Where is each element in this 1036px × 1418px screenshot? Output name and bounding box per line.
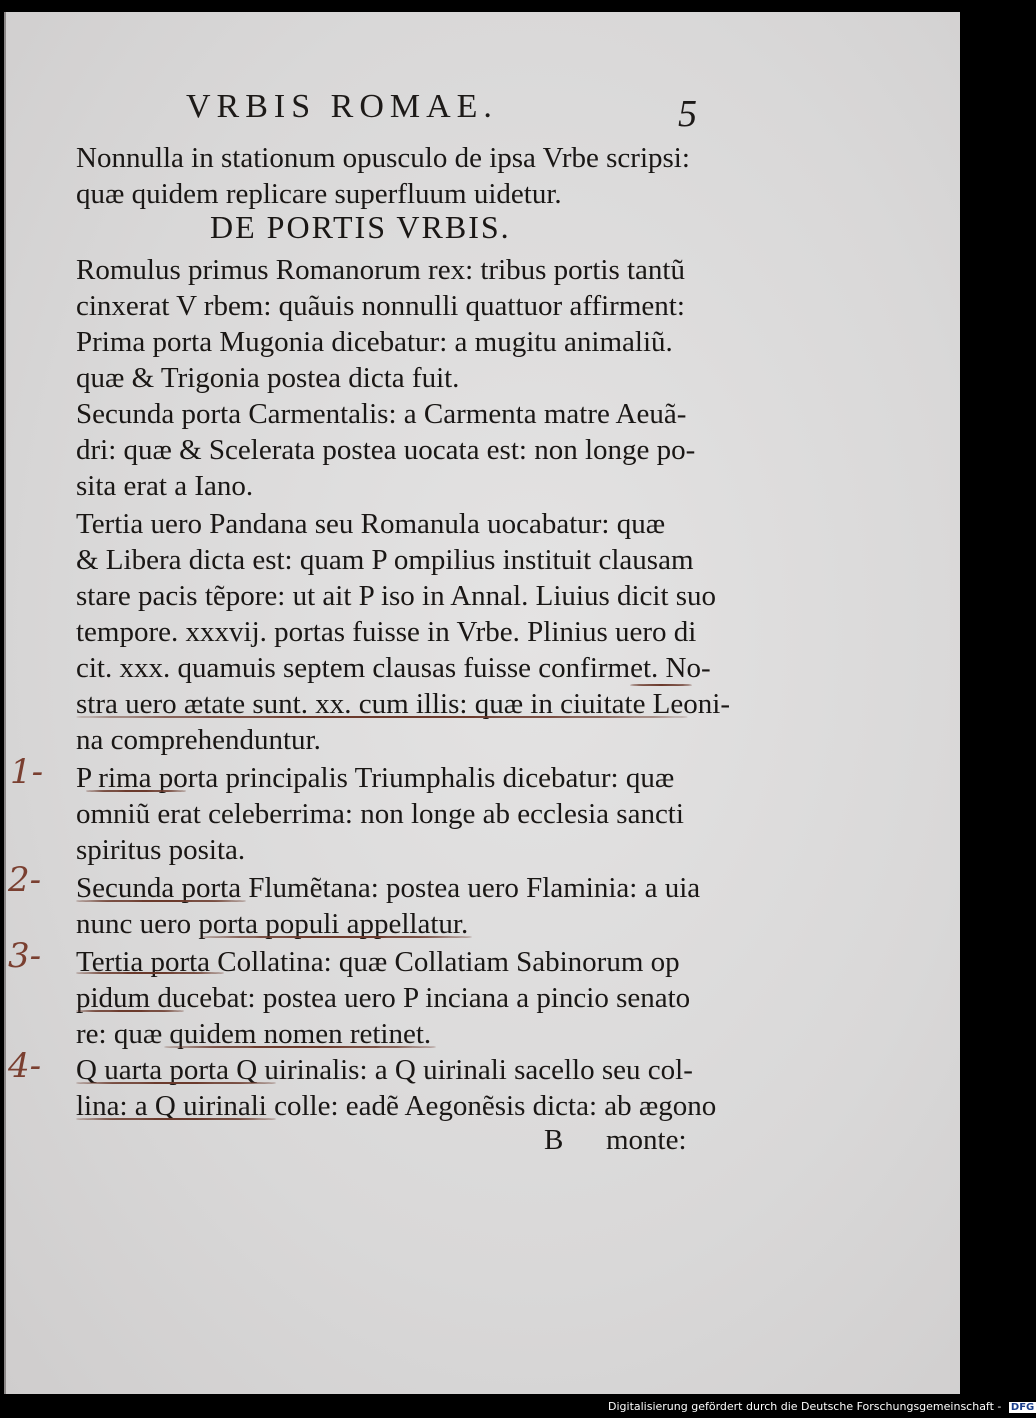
running-head: VRBIS ROMAE.	[186, 88, 498, 125]
text-line: na comprehenduntur.	[76, 724, 321, 756]
text-line: Secunda porta Carmentalis: a Carmenta matre Aeuã-	[76, 398, 687, 430]
text-line: Q uarta porta Q uirinalis: a Q uirinali sacello seu col-	[76, 1054, 693, 1086]
margin-note: 2-	[8, 860, 42, 900]
text-line: spiritus posita.	[76, 834, 246, 866]
text-line: Tertia uero Pandana seu Romanula uocabatur: quæ	[76, 508, 666, 540]
handwritten-underline	[76, 1118, 276, 1120]
text-line: Tertia porta Collatina: quæ Collatiam Sabinorum op	[76, 946, 680, 978]
text-line: tempore. xxxvij. portas fuisse in Vrbe. Plinius uero di	[76, 616, 697, 648]
handwritten-underline	[630, 684, 692, 686]
text-line: cit. xxx. quamuis septem clausas fuisse confirmet. No-	[76, 652, 711, 684]
handwritten-underline	[76, 716, 688, 718]
handwritten-underline	[76, 1082, 276, 1084]
handwritten-underline	[76, 972, 224, 974]
handwritten-underline	[200, 936, 472, 938]
text-line: Romulus primus Romanorum rex: tribus portis tantũ	[76, 254, 685, 286]
text-line: stare pacis tẽpore: ut ait P iso in Annal. Liuius dicit suo	[76, 580, 717, 612]
text-line: quæ quidem replicare superfluum uidetur.	[76, 178, 562, 210]
text-line: & Libera dicta est: quam P ompilius instituit clausam	[76, 544, 694, 576]
section-heading: DE PORTIS VRBIS.	[210, 209, 511, 245]
margin-note: 1-	[10, 752, 44, 792]
margin-note: 4-	[8, 1046, 42, 1086]
text-line: quæ & Trigonia postea dicta fuit.	[76, 362, 460, 394]
handwritten-underline	[76, 1010, 184, 1012]
handwritten-underline	[164, 1046, 436, 1048]
catchword: monte:	[606, 1124, 687, 1156]
handwritten-underline	[86, 790, 186, 792]
dfg-logo: DFG	[1010, 1402, 1035, 1413]
text-line: pidum ducebat: postea uero P inciana a pincio senato	[76, 982, 691, 1014]
handwritten-underline	[76, 900, 246, 902]
page-number: 5	[678, 93, 697, 135]
signature-mark: B	[544, 1124, 564, 1156]
text-line: cinxerat V rbem: quãuis nonnulli quattuor affirment:	[76, 290, 685, 322]
footer-text: Digitalisierung gefördert durch die Deutsche Forschungsgemeinschaft -	[608, 1400, 1002, 1413]
text-line: lina: a Q uirinali colle: eadẽ Aegonẽsis dicta: ab ægono	[76, 1090, 717, 1122]
text-line: sita erat a Iano.	[76, 470, 254, 502]
text-line: nunc uero porta populi appellatur.	[76, 908, 469, 940]
margin-note: 3-	[8, 936, 42, 976]
text-line: omniũ erat celeberrima: non longe ab ecclesia sancti	[76, 798, 684, 830]
text-line: re: quæ quidem nomen retinet.	[76, 1018, 432, 1050]
text-line: stra uero ætate sunt. xx. cum illis: quæ in ciuitate Leoni-	[76, 688, 730, 720]
text-line: Nonnulla in stationum opusculo de ipsa Vrbe scripsi:	[76, 142, 690, 174]
text-line: dri: quæ & Scelerata postea uocata est: non longe po-	[76, 434, 696, 466]
text-line: Prima porta Mugonia dicebatur: a mugitu animaliũ.	[76, 326, 673, 358]
text-line: Secunda porta Flumẽtana: postea uero Flaminia: a uia	[76, 872, 701, 904]
footer-credit	[608, 1400, 1036, 1413]
text-line: P rima porta principalis Triumphalis dicebatur: quæ	[76, 762, 675, 794]
